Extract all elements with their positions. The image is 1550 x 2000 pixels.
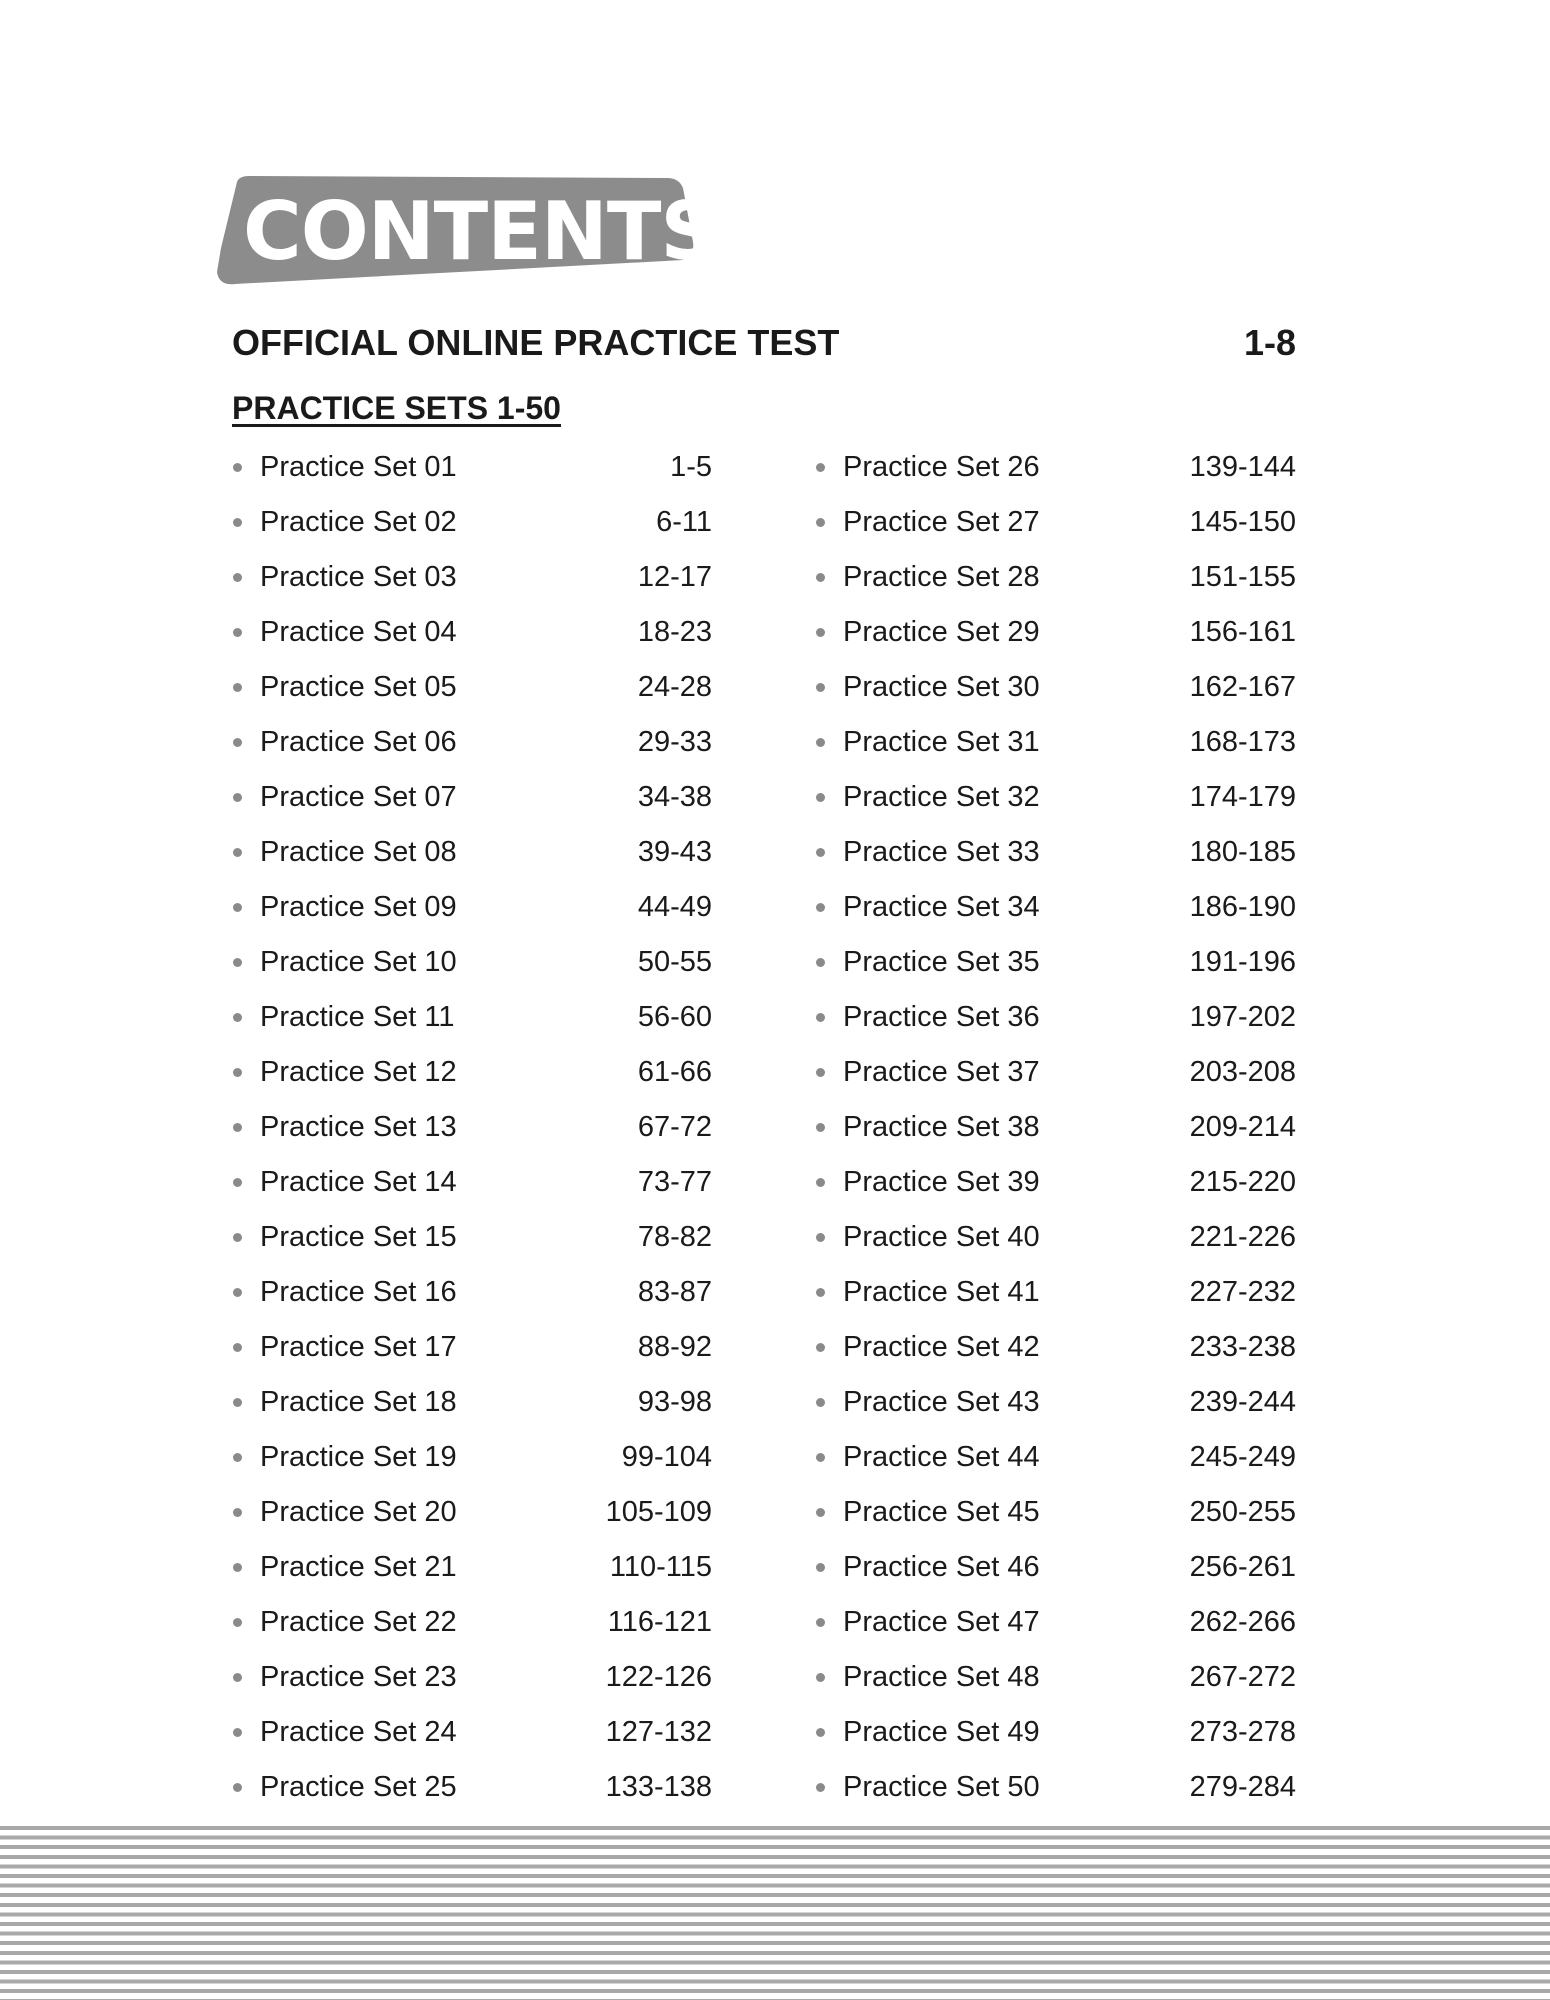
toc-entry-label: Practice Set 33	[843, 836, 1040, 868]
bullet-dot-icon	[233, 463, 242, 472]
bullet-dot-icon	[233, 903, 242, 912]
bullet-dot-icon	[233, 1673, 242, 1682]
toc-entry[interactable]	[815, 1100, 1296, 1155]
toc-entry[interactable]	[815, 935, 1296, 990]
toc-entry-pages: 162-167	[1189, 671, 1296, 703]
toc-entry[interactable]	[815, 1265, 1296, 1320]
toc-entry-pages: 29-33	[637, 726, 712, 758]
toc-entry-label: Practice Set 27	[843, 506, 1040, 538]
toc-entry-pages: 127-132	[605, 1716, 712, 1748]
bullet-dot-icon	[816, 1178, 825, 1187]
toc-column-left	[232, 440, 712, 1815]
practice-sets-heading: PRACTICE SETS 1-50	[232, 390, 561, 426]
toc-entry[interactable]	[815, 1650, 1296, 1705]
toc-entry-label: Practice Set 49	[843, 1716, 1040, 1748]
toc-entry-label: Practice Set 50	[843, 1771, 1040, 1803]
bullet-dot-icon	[233, 683, 242, 692]
toc-entry-label: Practice Set 02	[260, 506, 457, 538]
toc-entry[interactable]	[815, 550, 1296, 605]
toc-entry-label: Practice Set 42	[843, 1331, 1040, 1363]
toc-entry-pages: 174-179	[1189, 781, 1296, 813]
toc-entry-label: Practice Set 30	[843, 671, 1040, 703]
bullet-dot-icon	[816, 1783, 825, 1792]
bullet-dot-icon	[816, 518, 825, 527]
toc-entry-pages: 221-226	[1189, 1221, 1296, 1253]
toc-entry-pages: 93-98	[637, 1386, 712, 1418]
toc-entry-label: Practice Set 34	[843, 891, 1040, 923]
toc-entry[interactable]	[815, 715, 1296, 770]
bullet-dot-icon	[816, 683, 825, 692]
bullet-dot-icon	[816, 1013, 825, 1022]
toc-entry[interactable]	[815, 1155, 1296, 1210]
toc-entry[interactable]	[232, 1595, 712, 1650]
toc-entry-pages: 168-173	[1189, 726, 1296, 758]
bullet-dot-icon	[233, 1178, 242, 1187]
bullet-dot-icon	[233, 1013, 242, 1022]
bullet-dot-icon	[816, 1398, 825, 1407]
toc-entry-label: Practice Set 21	[260, 1551, 457, 1583]
toc-entry-pages: 273-278	[1189, 1716, 1296, 1748]
toc-entry-label: Practice Set 15	[260, 1221, 457, 1253]
bullet-dot-icon	[233, 1453, 242, 1462]
bullet-dot-icon	[233, 1563, 242, 1572]
bullet-dot-icon	[233, 628, 242, 637]
toc-entry-pages: 18-23	[637, 616, 712, 648]
toc-entry[interactable]	[815, 825, 1296, 880]
toc-entry-label: Practice Set 11	[260, 1001, 455, 1033]
toc-entry[interactable]	[815, 605, 1296, 660]
decorative-stripes	[0, 1826, 1550, 2000]
bullet-dot-icon	[816, 1288, 825, 1297]
toc-entry-label: Practice Set 04	[260, 616, 457, 648]
toc-entry-pages: 151-155	[1189, 561, 1296, 593]
toc-entry-pages: 256-261	[1189, 1551, 1296, 1583]
bullet-dot-icon	[233, 1068, 242, 1077]
toc-entry-label: Practice Set 46	[843, 1551, 1040, 1583]
toc-entry[interactable]	[232, 1320, 712, 1375]
toc-column-right	[815, 440, 1296, 1815]
toc-entry-label: Practice Set 03	[260, 561, 457, 593]
toc-entry-label: Practice Set 38	[843, 1111, 1040, 1143]
toc-entry-label: Practice Set 25	[260, 1771, 457, 1803]
toc-entry-pages: 250-255	[1189, 1496, 1296, 1528]
toc-entry[interactable]	[232, 990, 712, 1045]
bullet-dot-icon	[816, 903, 825, 912]
bullet-dot-icon	[233, 1508, 242, 1517]
toc-entry-label: Practice Set 08	[260, 836, 457, 868]
toc-entry-label: Practice Set 47	[843, 1606, 1040, 1638]
toc-entry-pages: 6-11	[656, 506, 712, 538]
bullet-dot-icon	[233, 958, 242, 967]
toc-entry[interactable]	[815, 495, 1296, 550]
toc-entry-pages: 44-49	[637, 891, 712, 923]
toc-entry-label: Practice Set 14	[260, 1166, 457, 1198]
toc-entry[interactable]	[232, 440, 712, 495]
toc-entry-label: Practice Set 17	[260, 1331, 457, 1363]
toc-entry-pages: 34-38	[637, 781, 712, 813]
toc-entry[interactable]	[232, 495, 712, 550]
toc-entry-pages: 61-66	[637, 1056, 712, 1088]
toc-entry-pages: 110-115	[609, 1551, 712, 1583]
bullet-dot-icon	[816, 1123, 825, 1132]
toc-entry[interactable]	[815, 1375, 1296, 1430]
toc-entry-pages: 180-185	[1189, 836, 1296, 868]
toc-entry[interactable]	[815, 770, 1296, 825]
toc-entry[interactable]	[815, 1485, 1296, 1540]
toc-entry-pages: 39-43	[637, 836, 712, 868]
bullet-dot-icon	[816, 1618, 825, 1627]
bullet-dot-icon	[816, 1728, 825, 1737]
toc-entry-label: Practice Set 45	[843, 1496, 1040, 1528]
toc-entry[interactable]	[815, 1045, 1296, 1100]
bullet-dot-icon	[233, 1398, 242, 1407]
toc-entry-pages: 78-82	[637, 1221, 712, 1253]
bullet-dot-icon	[233, 1233, 242, 1242]
toc-entry-pages: 88-92	[637, 1331, 712, 1363]
bullet-dot-icon	[233, 1343, 242, 1352]
toc-entry[interactable]	[232, 550, 712, 605]
toc-entry-pages: 83-87	[637, 1276, 712, 1308]
toc-entry-pages: 12-17	[637, 561, 712, 593]
official-test-pages: 1-8	[1243, 322, 1296, 363]
toc-entry-pages: 105-109	[605, 1496, 712, 1528]
toc-entry-pages: 267-272	[1189, 1661, 1296, 1693]
toc-entry-label: Practice Set 24	[260, 1716, 457, 1748]
toc-entry-label: Practice Set 44	[843, 1441, 1040, 1473]
bullet-dot-icon	[233, 1123, 242, 1132]
toc-entry-label: Practice Set 32	[843, 781, 1040, 813]
toc-entry-label: Practice Set 19	[260, 1441, 457, 1473]
toc-entry-label: Practice Set 12	[260, 1056, 457, 1088]
toc-entry-label: Practice Set 13	[260, 1111, 457, 1143]
toc-entry-pages: 116-121	[607, 1606, 712, 1638]
toc-entry[interactable]	[815, 660, 1296, 715]
bullet-dot-icon	[233, 518, 242, 527]
toc-entry[interactable]	[232, 770, 712, 825]
toc-entry-pages: 99-104	[621, 1441, 712, 1473]
toc-entry[interactable]	[232, 1650, 712, 1705]
bullet-dot-icon	[233, 1728, 242, 1737]
bullet-dot-icon	[816, 1343, 825, 1352]
bullet-dot-icon	[233, 573, 242, 582]
toc-entry-label: Practice Set 40	[843, 1221, 1040, 1253]
toc-entry-label: Practice Set 29	[843, 616, 1040, 648]
toc-entry[interactable]	[815, 1760, 1296, 1815]
bullet-dot-icon	[816, 628, 825, 637]
bullet-dot-icon	[233, 1783, 242, 1792]
toc-entry[interactable]	[232, 1265, 712, 1320]
toc-entry-label: Practice Set 35	[843, 946, 1040, 978]
toc-entry-label: Practice Set 22	[260, 1606, 457, 1638]
toc-entry-label: Practice Set 16	[260, 1276, 457, 1308]
official-test-title: OFFICIAL ONLINE PRACTICE TEST	[232, 322, 840, 363]
toc-entry-label: Practice Set 20	[260, 1496, 457, 1528]
toc-entry-label: Practice Set 31	[843, 726, 1040, 758]
bullet-dot-icon	[233, 1618, 242, 1627]
bullet-dot-icon	[816, 573, 825, 582]
toc-entry[interactable]	[232, 1430, 712, 1485]
toc-entry-label: Practice Set 10	[260, 946, 457, 978]
toc-entry[interactable]	[815, 1430, 1296, 1485]
toc-entry[interactable]	[232, 605, 712, 660]
bullet-dot-icon	[233, 793, 242, 802]
toc-entry[interactable]	[232, 1210, 712, 1265]
toc-entry[interactable]	[815, 1705, 1296, 1760]
toc-entry-pages: 50-55	[637, 946, 712, 978]
toc-entry[interactable]	[232, 715, 712, 770]
toc-entry[interactable]	[815, 880, 1296, 935]
toc-entry[interactable]	[815, 1595, 1296, 1650]
toc-entry[interactable]	[232, 1375, 712, 1430]
toc-entry[interactable]	[232, 1540, 712, 1595]
toc-entry-pages: 24-28	[637, 671, 712, 703]
toc-entry-pages: 156-161	[1189, 616, 1296, 648]
toc-entry-label: Practice Set 37	[843, 1056, 1040, 1088]
toc-entry[interactable]	[232, 1705, 712, 1760]
toc-entry-pages: 139-144	[1189, 451, 1296, 483]
bullet-dot-icon	[816, 793, 825, 802]
bullet-dot-icon	[816, 1508, 825, 1517]
toc-entry-pages: 145-150	[1189, 506, 1296, 538]
page-title: CONTENTS	[243, 185, 718, 278]
toc-entry[interactable]	[232, 1155, 712, 1210]
toc-entry[interactable]	[232, 935, 712, 990]
bullet-dot-icon	[816, 1233, 825, 1242]
bullet-dot-icon	[816, 1453, 825, 1462]
toc-entry[interactable]	[815, 1210, 1296, 1265]
toc-entry-label: Practice Set 39	[843, 1166, 1040, 1198]
toc-entry-label: Practice Set 26	[843, 451, 1040, 483]
bullet-dot-icon	[233, 848, 242, 857]
toc-entry[interactable]	[232, 880, 712, 935]
bullet-dot-icon	[816, 738, 825, 747]
toc-entry-pages: 122-126	[605, 1661, 712, 1693]
toc-entry-pages: 73-77	[637, 1166, 712, 1198]
toc-entry[interactable]	[232, 1100, 712, 1155]
toc-entry-label: Practice Set 06	[260, 726, 457, 758]
toc-entry[interactable]	[815, 1540, 1296, 1595]
toc-entry-pages: 209-214	[1189, 1111, 1296, 1143]
bullet-dot-icon	[816, 958, 825, 967]
toc-entry[interactable]	[232, 660, 712, 715]
bullet-dot-icon	[816, 1673, 825, 1682]
contents-badge	[215, 176, 718, 288]
toc-entry-label: Practice Set 23	[260, 1661, 457, 1693]
toc-entry-pages: 67-72	[637, 1111, 712, 1143]
bullet-dot-icon	[233, 1288, 242, 1297]
toc-entry-pages: 1-5	[670, 451, 712, 483]
toc-entry[interactable]	[232, 1045, 712, 1100]
toc-entry-label: Practice Set 48	[843, 1661, 1040, 1693]
toc-entry-pages: 133-138	[605, 1771, 712, 1803]
toc-entry[interactable]	[815, 440, 1296, 495]
toc-entry-pages: 215-220	[1189, 1166, 1296, 1198]
toc-entry-pages: 239-244	[1189, 1386, 1296, 1418]
toc-entry-label: Practice Set 09	[260, 891, 457, 923]
toc-entry-pages: 56-60	[637, 1001, 712, 1033]
toc-entry-label: Practice Set 28	[843, 561, 1040, 593]
toc-entry[interactable]	[232, 1760, 712, 1815]
toc-entry-label: Practice Set 01	[260, 451, 457, 483]
toc-entry[interactable]	[232, 825, 712, 880]
toc-entry-label: Practice Set 05	[260, 671, 457, 703]
toc-entry-pages: 279-284	[1189, 1771, 1296, 1803]
toc-entry[interactable]	[232, 1485, 712, 1540]
bullet-dot-icon	[816, 1563, 825, 1572]
toc-entry-pages: 186-190	[1189, 891, 1296, 923]
toc-entry-label: Practice Set 07	[260, 781, 457, 813]
toc-entry-label: Practice Set 43	[843, 1386, 1040, 1418]
toc-entry-label: Practice Set 36	[843, 1001, 1040, 1033]
toc-entry-pages: 191-196	[1189, 946, 1296, 978]
toc-entry-pages: 245-249	[1189, 1441, 1296, 1473]
bullet-dot-icon	[816, 1068, 825, 1077]
bullet-dot-icon	[233, 738, 242, 747]
toc-entry-pages: 262-266	[1189, 1606, 1296, 1638]
toc-entry-pages: 203-208	[1189, 1056, 1296, 1088]
toc-entry[interactable]	[815, 990, 1296, 1045]
official-test-entry[interactable]	[232, 318, 1296, 368]
bullet-dot-icon	[816, 848, 825, 857]
bullet-dot-icon	[816, 463, 825, 472]
toc-entry-label: Practice Set 41	[843, 1276, 1040, 1308]
toc-entry-pages: 227-232	[1189, 1276, 1296, 1308]
toc-entry-label: Practice Set 18	[260, 1386, 457, 1418]
toc-entry-pages: 233-238	[1189, 1331, 1296, 1363]
toc-entry-pages: 197-202	[1189, 1001, 1296, 1033]
toc-entry[interactable]	[815, 1320, 1296, 1375]
